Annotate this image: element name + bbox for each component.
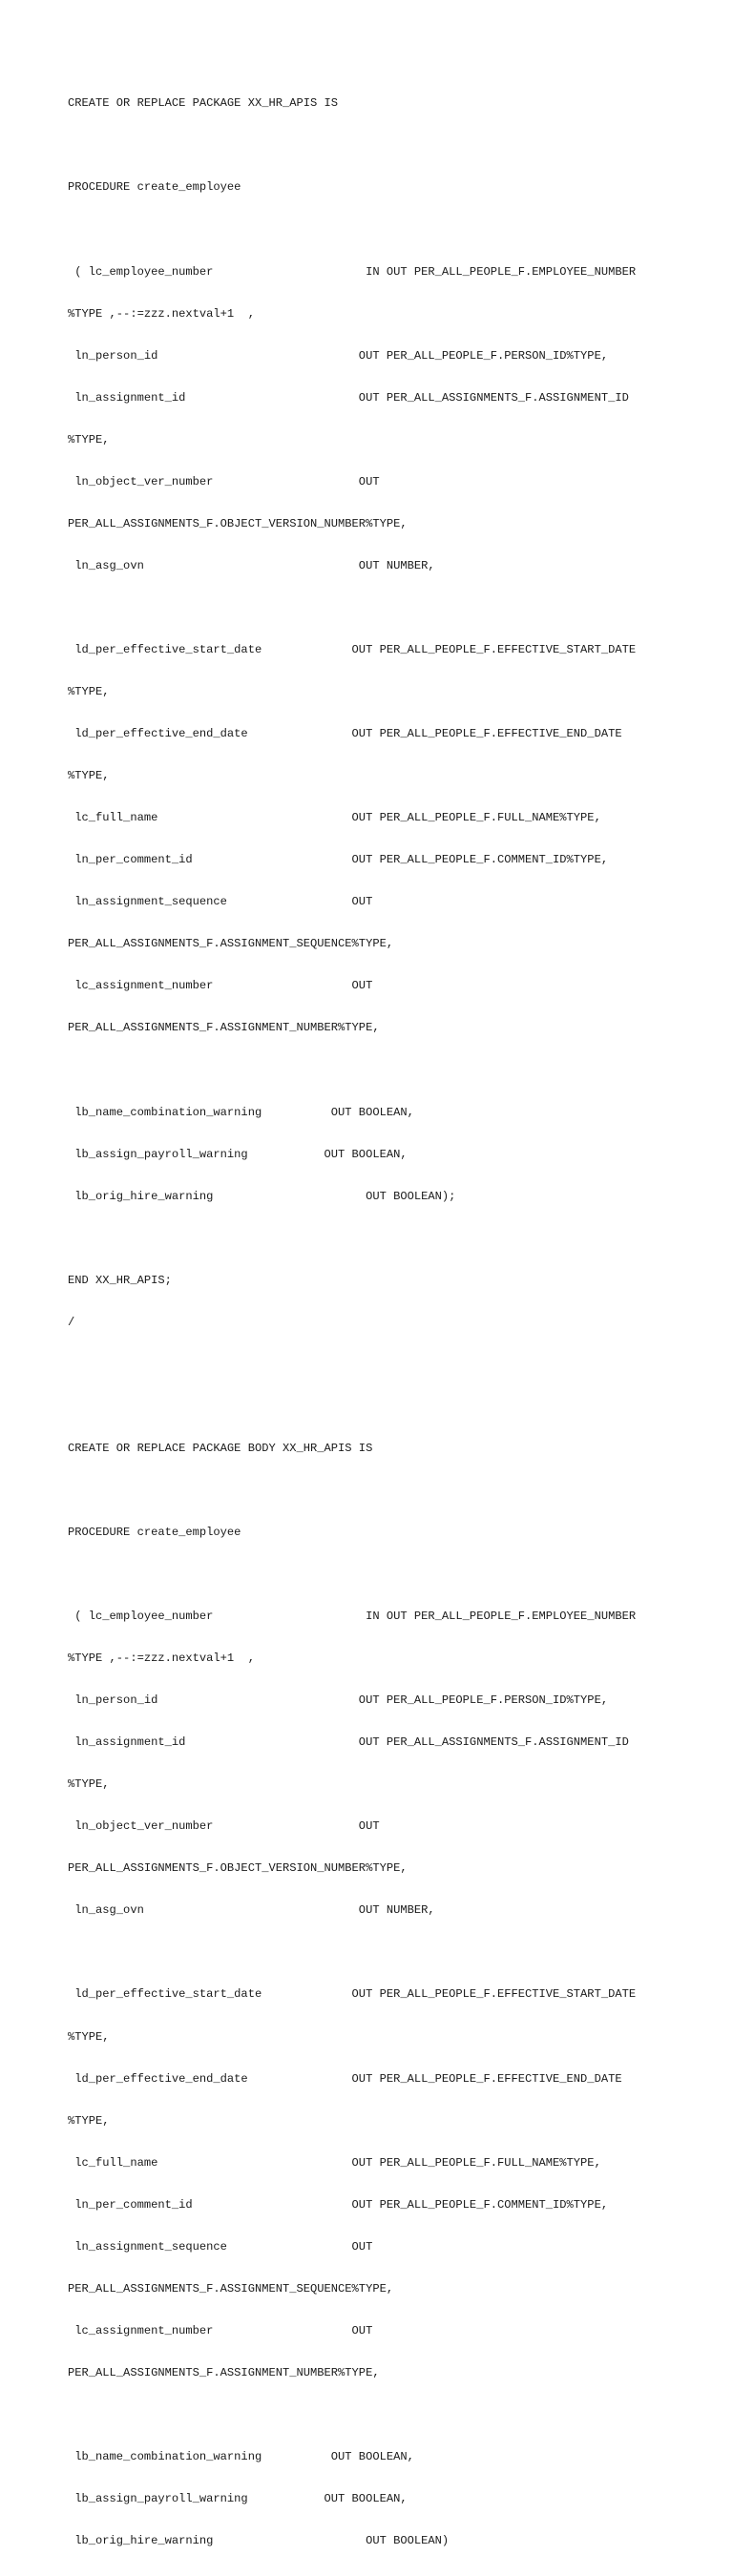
code-line: lb_assign_payroll_warning OUT BOOLEAN, (68, 1147, 408, 1161)
code-line: ln_assignment_id OUT PER_ALL_ASSIGNMENTS_F.ASSIGNMENT_ID (68, 1735, 629, 1750)
code-line (68, 2408, 679, 2422)
code-line: ln_person_id OUT PER_ALL_PEOPLE_F.PERSON_ID%TYPE, (68, 348, 609, 363)
code-line: ln_assignment_id OUT PER_ALL_ASSIGNMENTS_F.ASSIGNMENT_ID (68, 390, 629, 405)
code-line: ld_per_effective_start_date OUT PER_ALL_PEOPLE_F.EFFECTIVE_START_DATE (68, 1987, 637, 2002)
code-line: lb_name_combination_warning OUT BOOLEAN, (68, 2450, 414, 2463)
code-line: PER_ALL_ASSIGNMENTS_F.ASSIGNMENT_SEQUENCE%TYPE, (68, 2281, 394, 2296)
code-listing (68, 69, 679, 2576)
code-line: ld_per_effective_end_date OUT PER_ALL_PEOPLE_F.EFFECTIVE_END_DATE (68, 2071, 622, 2086)
code-line: PROCEDURE create_employee (68, 180, 241, 195)
code-line: PER_ALL_ASSIGNMENTS_F.ASSIGNMENT_NUMBER%TYPE, (68, 2365, 380, 2379)
code-line (68, 1358, 679, 1372)
code-line (68, 138, 679, 153)
code-line: %TYPE, (68, 2113, 110, 2128)
code-line: PER_ALL_ASSIGNMENTS_F.OBJECT_VERSION_NUMBER%TYPE, (68, 516, 408, 530)
code-line: %TYPE, (68, 769, 110, 783)
code-line: %TYPE, (68, 432, 110, 447)
code-line: ln_object_ver_number OUT (68, 474, 380, 488)
code-line (68, 223, 679, 238)
code-line: ld_per_effective_start_date OUT PER_ALL_PEOPLE_F.EFFECTIVE_START_DATE (68, 642, 637, 656)
code-line: lc_assignment_number OUT (68, 979, 373, 993)
code-line (68, 1568, 679, 1582)
code-line: lc_full_name OUT PER_ALL_PEOPLE_F.FULL_NAME%TYPE, (68, 2155, 601, 2170)
code-line (68, 1063, 679, 1077)
code-line: %TYPE, (68, 2029, 110, 2044)
code-line: ln_asg_ovn OUT NUMBER, (68, 1903, 435, 1918)
code-line (68, 1232, 679, 1246)
code-line: PER_ALL_ASSIGNMENTS_F.ASSIGNMENT_SEQUENCE%TYPE, (68, 937, 394, 951)
code-line (68, 1484, 679, 1498)
code-line: lb_orig_hire_warning OUT BOOLEAN); (68, 1189, 456, 1203)
code-line: ( lc_employee_number IN OUT PER_ALL_PEOPLE_F.EMPLOYEE_NUMBER (68, 1610, 637, 1624)
code-line (68, 1945, 679, 1960)
code-line: CREATE OR REPLACE PACKAGE XX_HR_APIS IS (68, 96, 339, 111)
code-line: ln_assignment_sequence OUT (68, 2239, 373, 2254)
code-line: %TYPE, (68, 1777, 110, 1792)
code-line: %TYPE ,--:=zzz.nextval+1 , (68, 1652, 255, 1666)
code-line (68, 601, 679, 615)
code-line (68, 1400, 679, 1414)
code-line: lb_orig_hire_warning OUT BOOLEAN) (68, 2534, 450, 2548)
code-line: ln_person_id OUT PER_ALL_PEOPLE_F.PERSON_ID%TYPE, (68, 1693, 609, 1708)
code-line: %TYPE, (68, 685, 110, 699)
code-line: ( lc_employee_number IN OUT PER_ALL_PEOPLE_F.EMPLOYEE_NUMBER (68, 264, 637, 279)
code-line: lc_assignment_number OUT (68, 2323, 373, 2337)
code-line: ln_asg_ovn OUT NUMBER, (68, 558, 435, 572)
code-line: ln_per_comment_id OUT PER_ALL_PEOPLE_F.COMMENT_ID%TYPE, (68, 2197, 609, 2212)
code-line: lb_name_combination_warning OUT BOOLEAN, (68, 1105, 414, 1119)
code-line: END XX_HR_APIS; (68, 1273, 172, 1287)
code-line: ln_object_ver_number OUT (68, 1819, 380, 1834)
code-line: %TYPE ,--:=zzz.nextval+1 , (68, 306, 255, 321)
code-line: PER_ALL_ASSIGNMENTS_F.ASSIGNMENT_NUMBER%TYPE, (68, 1021, 380, 1035)
code-line: CREATE OR REPLACE PACKAGE BODY XX_HR_APIS IS (68, 1441, 373, 1455)
code-line: lc_full_name OUT PER_ALL_PEOPLE_F.FULL_NAME%TYPE, (68, 811, 601, 825)
code-line: ld_per_effective_end_date OUT PER_ALL_PEOPLE_F.EFFECTIVE_END_DATE (68, 727, 622, 741)
code-line: PROCEDURE create_employee (68, 1525, 241, 1539)
code-line: ln_assignment_sequence OUT (68, 895, 373, 909)
code-line: lb_assign_payroll_warning OUT BOOLEAN, (68, 2492, 408, 2506)
code-line: ln_per_comment_id OUT PER_ALL_PEOPLE_F.COMMENT_ID%TYPE, (68, 853, 609, 867)
code-line: PER_ALL_ASSIGNMENTS_F.OBJECT_VERSION_NUMBER%TYPE, (68, 1861, 408, 1876)
code-line: / (68, 1315, 75, 1329)
